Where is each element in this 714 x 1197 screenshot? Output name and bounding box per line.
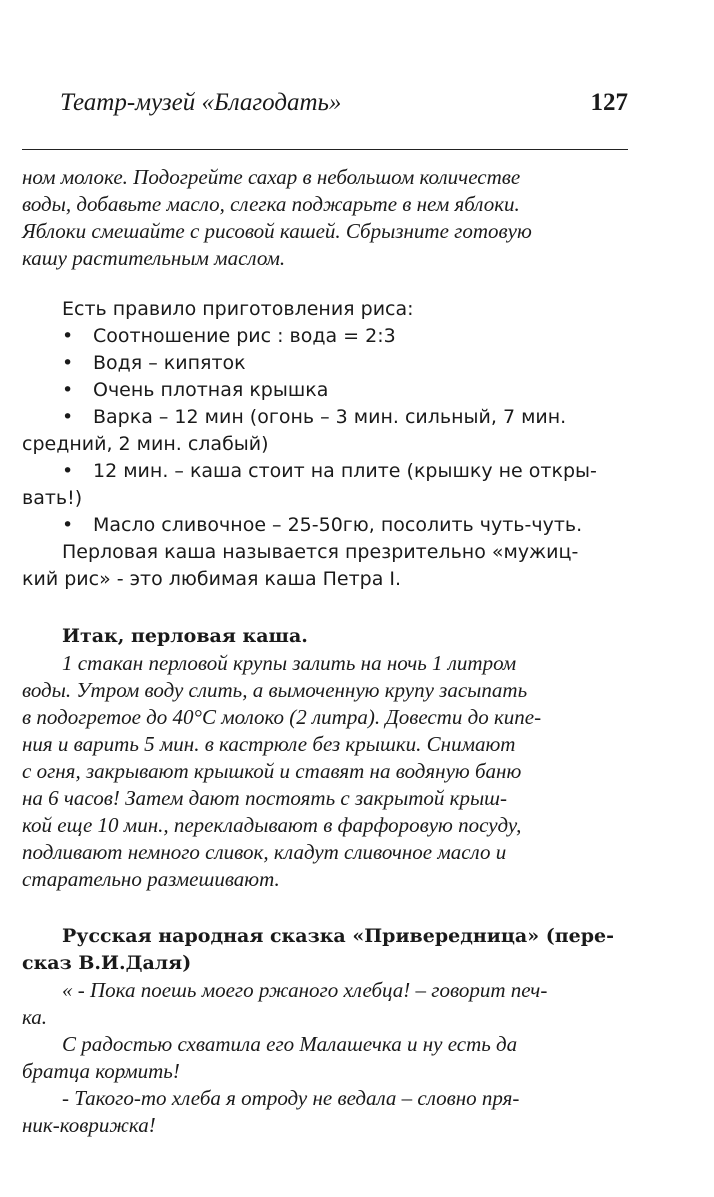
text-line: старательно размешивают. bbox=[22, 867, 280, 891]
bullet-icon: • bbox=[62, 514, 74, 536]
bullet-icon: • bbox=[62, 352, 74, 374]
tale-heading-continued: сказ В.И.Даля) bbox=[22, 952, 192, 974]
text-line: подливают немного сливок, кладут сливочное масло и bbox=[22, 840, 507, 864]
text-line: Яблоки смешайте с рисовой кашей. Сбрызните готовую bbox=[22, 219, 532, 243]
rules-intro: Есть правило приготовления риса: bbox=[62, 298, 414, 320]
barley-note: Перловая каша называется презрительно «мужиц- bbox=[62, 541, 579, 563]
text-line: « - Пока поешь моего ржаного хлебца! – говорит печ- bbox=[62, 978, 548, 1002]
text-line: кашу растительным маслом. bbox=[22, 246, 286, 270]
bullet-icon: • bbox=[62, 460, 74, 482]
running-header bbox=[60, 88, 628, 118]
barley-recipe bbox=[22, 650, 628, 893]
text-line: ния и варить 5 мин. в кастрюле без крышки. Снимают bbox=[22, 732, 516, 756]
page-body bbox=[22, 164, 628, 1139]
text-line: братца кормить! bbox=[22, 1059, 180, 1083]
header-rule bbox=[22, 149, 628, 150]
text-line: ном молоке. Подогрейте сахар в небольшом количестве bbox=[22, 165, 521, 189]
bullet-icon: • bbox=[62, 379, 74, 401]
list-item: • Масло сливочное – 25-50гю, посолить чуть-чуть. bbox=[22, 512, 628, 539]
text-line: кой еще 10 мин., перекладывают в фарфоровую посуду, bbox=[22, 813, 522, 837]
barley-note-continued: кий рис» - это любимая каша Петра I. bbox=[22, 568, 402, 590]
list-item: • Водя – кипяток bbox=[22, 350, 628, 377]
text-line: 1 стакан перловой крупы залить на ночь 1 литром bbox=[62, 651, 517, 675]
text-line: ка. bbox=[22, 1005, 48, 1029]
list-item: • Соотношение рис : вода = 2:3 bbox=[22, 323, 628, 350]
text-line: на 6 часов! Затем дают постоять с закрытой крыш- bbox=[22, 786, 508, 810]
text-line: С радостью схватила его Малашечка и ну есть да bbox=[62, 1032, 518, 1056]
tale-heading: Русская народная сказка «Привередница» (пере- bbox=[62, 925, 614, 947]
rice-recipe-end bbox=[22, 164, 628, 272]
list-item-continued: вать!) bbox=[22, 487, 83, 509]
list-item: • 12 мин. – каша стоит на плите (крышку не откры- bbox=[22, 458, 628, 485]
list-item: • Очень плотная крышка bbox=[22, 377, 628, 404]
text-line: в подогретое до 40°С молоко (2 литра). Довести до кипе- bbox=[22, 705, 542, 729]
list-item-continued: средний, 2 мин. слабый) bbox=[22, 433, 269, 455]
text-line: воды. Утром воду слить, а вымоченную крупу засыпать bbox=[22, 678, 528, 702]
page-number: 127 bbox=[590, 89, 628, 116]
rice-rules bbox=[22, 296, 628, 593]
text-line: ник-коврижка! bbox=[22, 1113, 156, 1137]
text-line: воды, добавьте масло, слегка поджарьте в нем яблоки. bbox=[22, 192, 520, 216]
text-line: - Такого-то хлеба я отроду не ведала – словно пря- bbox=[62, 1086, 520, 1110]
running-title: Театр-музей «Благодать» bbox=[60, 89, 342, 116]
tale-excerpt bbox=[22, 977, 628, 1139]
list-item: • Варка – 12 мин (огонь – 3 мин. сильный, 7 мин. bbox=[22, 404, 628, 431]
bullet-icon: • bbox=[62, 406, 74, 428]
bullet-icon: • bbox=[62, 325, 74, 347]
text-line: с огня, закрывают крышкой и ставят на водяную баню bbox=[22, 759, 522, 783]
barley-heading: Итак, перловая каша. bbox=[62, 625, 308, 647]
